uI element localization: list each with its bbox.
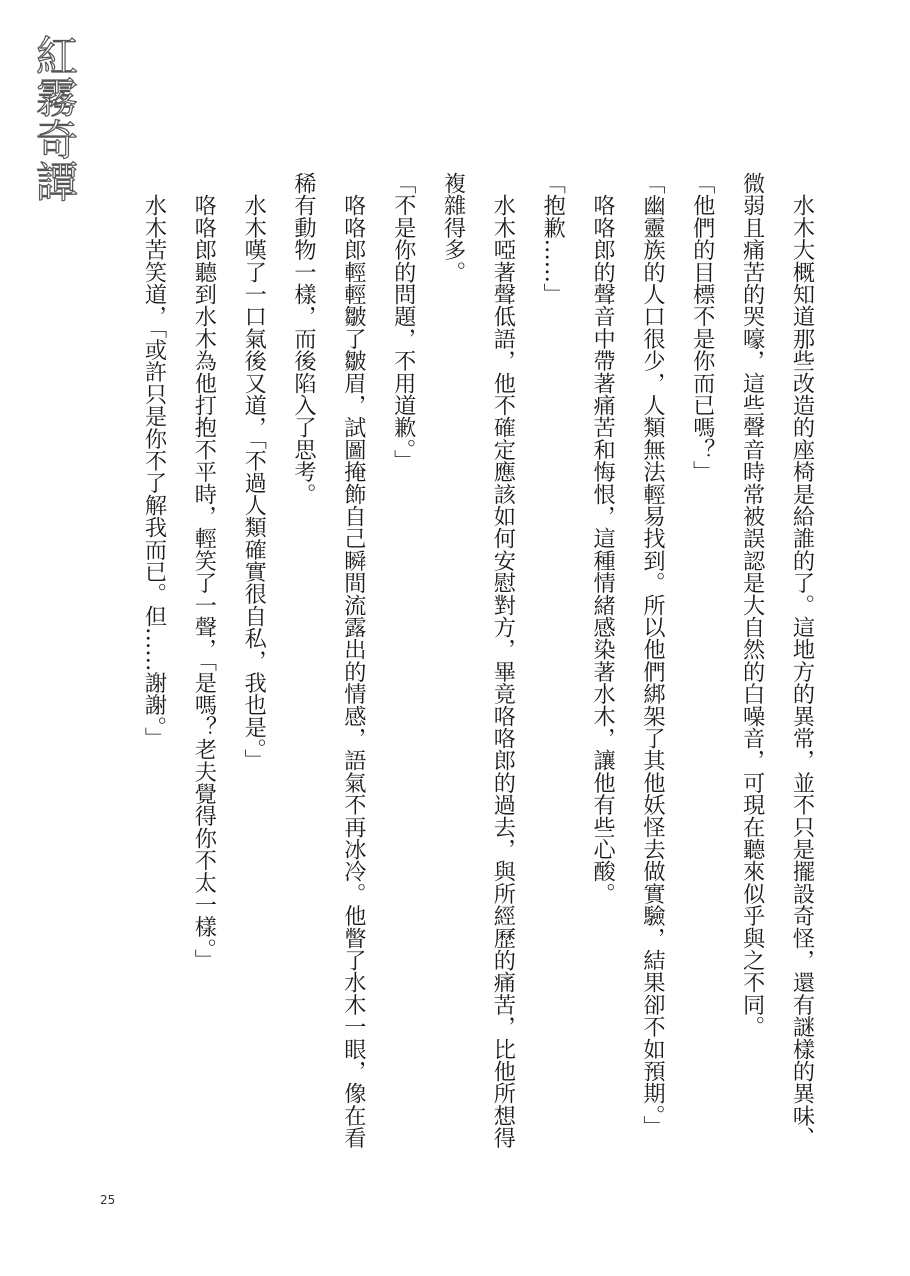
text-line: 咯咯郎聽到水木為他打抱不平時，輕笑了一聲，「是嗎？老夫覺得你不太一樣。」 xyxy=(190,172,217,972)
page-number: 25 xyxy=(100,1193,116,1207)
text-line: 稀有動物一樣，而後陷入了思考。 xyxy=(290,172,317,505)
vertical-text-body xyxy=(140,172,816,1162)
book-title: 紅霧奇譚 xyxy=(30,34,79,202)
text-line: 「他們的目標不是你而已嗎？」 xyxy=(689,172,716,483)
text-line: 「抱歉……」 xyxy=(539,172,566,306)
text-line: 咯咯郎輕輕皺了皺眉，試圖掩飾自己瞬間流露出的情感，語氣不再冰冷。他瞥了水木一眼，像在看 xyxy=(340,172,367,1149)
text-line: 水木苦笑道，「或許只是你不了解我而已。但……謝謝。」 xyxy=(141,172,167,750)
text-line: 「幽靈族的人口很少，人類無法輕易找到。所以他們綁架了其他妖怪去做實驗，結果卻不如預期。」 xyxy=(639,172,666,1138)
text-line: 水木大概知道那些改造的座椅是給誰的了。這地方的異常，並不只是擺設奇怪，還有謎樣的異味、 xyxy=(788,172,815,1149)
text-line: 水木啞著聲低語，他不確定應該如何安慰對方，畢竟咯咯郎的過去，與所經歷的痛苦，比他所想得 xyxy=(489,172,516,1149)
text-line: 咯咯郎的聲音中帶著痛苦和悔恨，這種情緒感染著水木，讓他有些心酸。 xyxy=(589,172,616,905)
text-line: 「不是你的問題，不用道歉。」 xyxy=(390,172,417,472)
text-line: 複雜得多。 xyxy=(440,172,467,283)
text-line: 水木嘆了一口氣後又道，「不過人類確實很自私，我也是。」 xyxy=(240,172,267,772)
text-line: 微弱且痛苦的哭嚎，這些聲音時常被誤認是大自然的白噪音，可現在聽來似乎與之不同。 xyxy=(739,172,766,1038)
